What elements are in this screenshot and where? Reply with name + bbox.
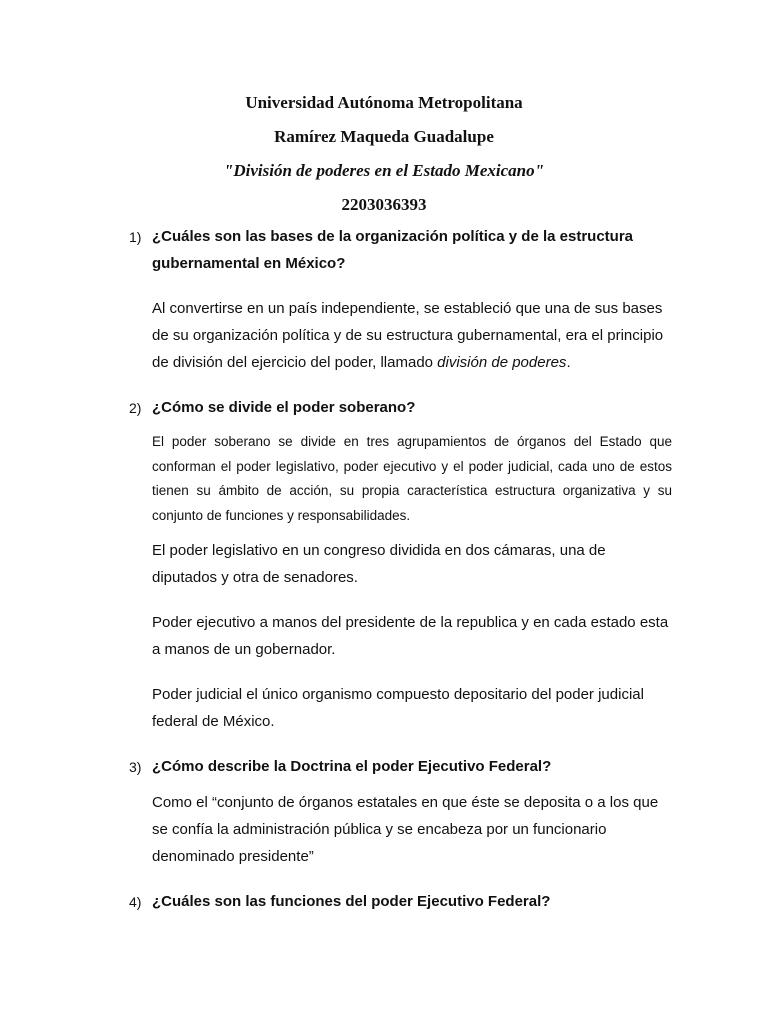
ejecutivo-paragraph: Poder ejecutivo a manos del presidente de la republica y en cada estado esta a manos de un gobernador. bbox=[152, 614, 669, 658]
answer-text-tail: . bbox=[566, 354, 571, 371]
judicial-paragraph: Poder judicial el único organismo compuesto depositario del poder judicial federal de México. bbox=[152, 686, 644, 730]
question-text: ¿Cuáles son las funciones del poder Ejecutivo Federal? bbox=[152, 893, 551, 910]
question-number: 4) bbox=[129, 894, 142, 910]
answer-paragraph: Como el “conjunto de órganos estatales en que éste se deposita o a los que se confía la administración pública y se encabeza por un funcionario denominado presidente” bbox=[152, 794, 659, 865]
student-id: 2203036393 bbox=[341, 195, 427, 214]
answer-paragraph bbox=[152, 295, 672, 376]
answer-text: Al convertirse en un país independiente, se estableció que una de sus bases de su organización política y de su estructura gubernamental, era el principio de división del ejercicio del poder, llamado bbox=[152, 300, 664, 371]
university-name: Universidad Autónoma Metropolitana bbox=[245, 93, 523, 112]
question-text: ¿Cómo describe la Doctrina el poder Ejecutivo Federal? bbox=[152, 758, 552, 775]
legislativo-paragraph: El poder legislativo en un congreso dividida en dos cámaras, una de diputados y otra de senadores. bbox=[152, 542, 606, 586]
answer-emphasis: división de poderes bbox=[437, 354, 567, 371]
author-name: Ramírez Maqueda Guadalupe bbox=[274, 127, 494, 146]
question-number: 2) bbox=[129, 400, 142, 416]
question-text: ¿Cómo se divide el poder soberano? bbox=[152, 399, 416, 416]
question-number: 1) bbox=[129, 229, 142, 245]
question-text: ¿Cuáles son las bases de la organización política y de la estructura gubernamental en México? bbox=[152, 228, 633, 272]
document-title: "División de poderes en el Estado Mexicano" bbox=[223, 161, 545, 180]
answer-paragraph: El poder soberano se divide en tres agrupamientos de órganos del Estado que conforman el poder legislativo, poder ejecutivo y el poder judicial, cada uno de estos tienen su ámbito de acción, su propia característica estructura organizativa y su conjunto de funciones y responsabilidades. bbox=[152, 434, 672, 523]
question-number: 3) bbox=[129, 759, 142, 775]
